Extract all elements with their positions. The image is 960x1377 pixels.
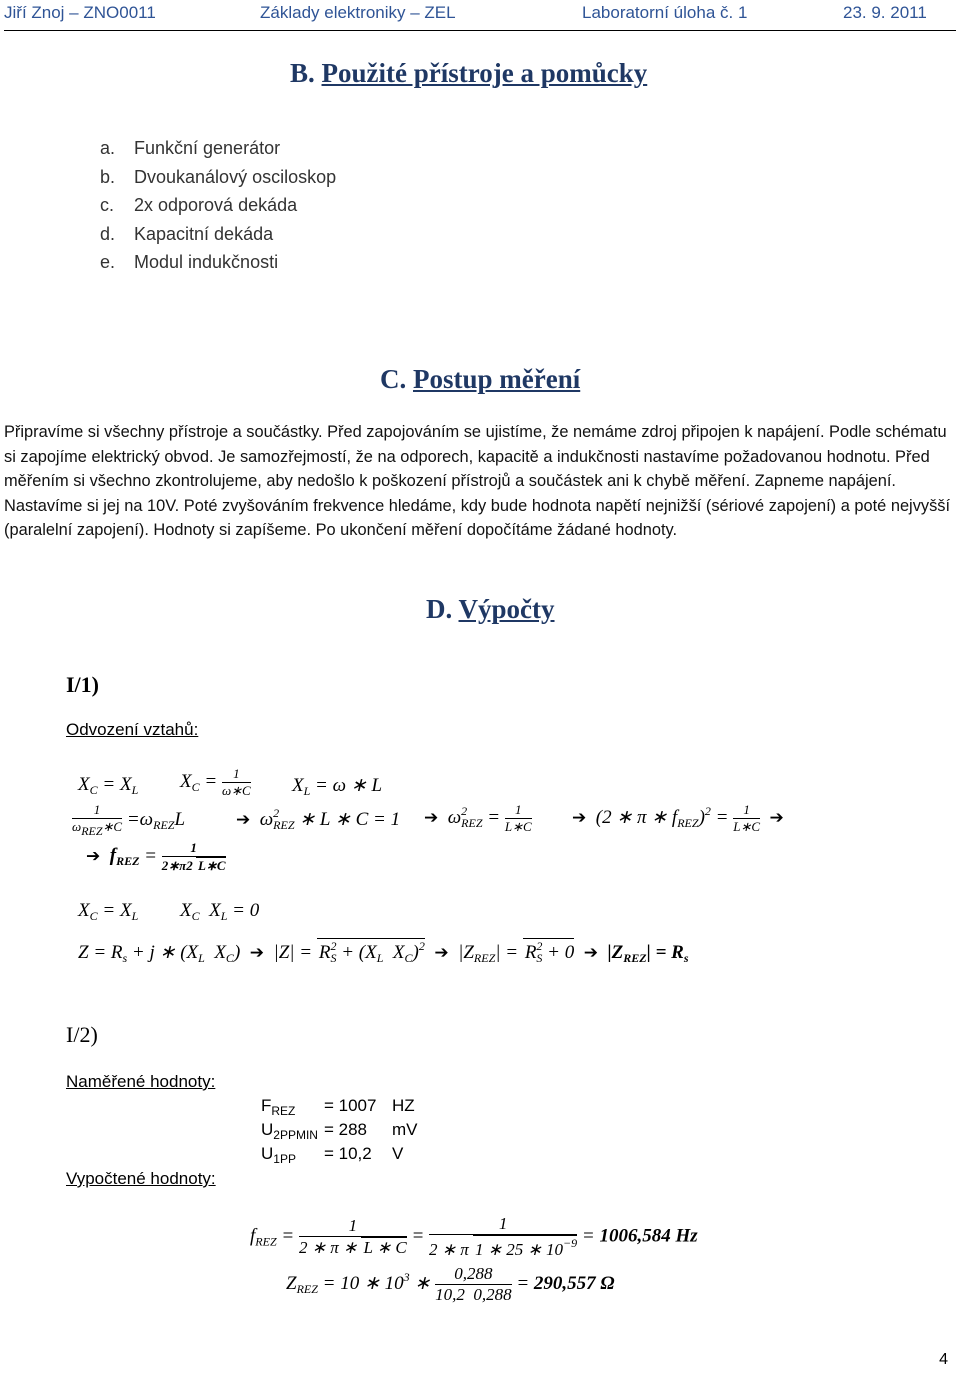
header-task: Laboratorní úloha č. 1 xyxy=(582,3,748,22)
formula-frez-result: $f_{REZ}$ = $\frac{1}{2 ∗ \pi ∗ L ∗ C}$ = $\frac{1}{2 ∗ \pi 1 ∗ 25 ∗ 10^{-9}}$ = 1006,584 Hz xyxy=(250,1214,698,1259)
measured-row: $F_{REZ}$ xyxy=(261,1096,296,1118)
list-item-text: Dvoukanálový osciloskop xyxy=(134,166,337,187)
list-item-text: Funkční generátor xyxy=(134,138,281,158)
procedure-paragraph: Připravíme si všechny přístroje a součástky. Před zapojováním se ujistíme, že nemáme zdroj připojen k napájení. Podle schématu si zapojíme elektrický obvod. Je samozřejmostí, že na odporech, kapacitě a indukčnosti nastavíme požadovanou hodnotu. Před měřením si všechno zkontrolujeme, aby nedošlo k poškození přístrojů a součástek ani k chybě měření. Zapneme napájení. Nastavíme si jej na 10V. Poté zvyšováním frekvence hledáme, kdy bude hodnota napětí nejnižší (sériové zapojení) a poté nejvyšší (paralelní zapojení). Hodnoty si zapíšeme. Po ukončení měření dopočítáme žádané hodnoty. xyxy=(4,423,951,539)
page-number: 4 xyxy=(939,1351,948,1368)
measured-row: $U_{1PP}$ xyxy=(261,1144,296,1166)
formula-omega-lc: ➔ $\omega^2_{REZ}$ ∗ L ∗ C = 1 xyxy=(236,806,401,832)
formula-xl: $X_L = \omega$ ∗ L xyxy=(292,775,383,798)
list-item xyxy=(100,163,336,192)
formula-xc: $X_C$ = $\frac{1}{\omega∗C}$ xyxy=(180,766,251,798)
section-d-title: Výpočty xyxy=(458,594,555,624)
list-item xyxy=(100,248,336,277)
header-subject: Základy elektroniky – ZEL xyxy=(260,3,456,22)
formula-impedance: $Z = R_s + j$ ∗ ($X_L$ $X_C$) ➔ $|Z| = R^2_S + (X_L$ $X_C)^2$ ➔ $|Z_{REZ}| = R^2_S + 0$ ➔ $|Z_{REZ}| = R_s$ xyxy=(78,939,689,965)
header-date: 23. 9. 2011 xyxy=(843,3,927,22)
list-item xyxy=(100,134,336,163)
header-author: Jiří Znoj – ZNO0011 xyxy=(4,3,156,22)
formula-2pif: ➔ (2 ∗ π ∗ $f_{REZ})^2$ = $\frac{1}{L∗C}$ ➔ xyxy=(572,802,784,834)
formula-frez: ➔ $f_{REZ}$ = $\frac{1}{2∗\pi 2 L∗C}$ xyxy=(86,840,226,873)
part2-label: I/2) xyxy=(66,1022,98,1047)
formula-zrez-result: $Z_{REZ} = 10$ ∗ $10^3$ ∗ $\frac{0,288}{10,2 0,288}$ = 290,557 Ω xyxy=(286,1264,615,1304)
section-c-heading xyxy=(380,364,580,395)
measured-unit: mV xyxy=(392,1120,418,1139)
list-item-label: b. xyxy=(100,166,116,187)
list-item-label: d. xyxy=(100,223,116,244)
section-d-letter: D. xyxy=(426,594,453,624)
formula-xc-xl-2: $X_C = X_L$ xyxy=(78,900,139,923)
measured-heading: Naměřené hodnoty: xyxy=(66,1072,216,1091)
formula-diff: $X_C$ $X_L = 0$ xyxy=(180,900,260,923)
list-item-label: a. xyxy=(100,138,116,158)
list-item-label: e. xyxy=(100,252,116,272)
section-b-title: Použité přístroje a pomůcky xyxy=(321,58,648,88)
measured-value: = 10,2 xyxy=(324,1144,372,1163)
section-c-letter: C. xyxy=(380,364,407,394)
section-b-heading xyxy=(290,58,647,89)
measured-unit: HZ xyxy=(392,1096,415,1115)
measured-value: = 288 xyxy=(324,1120,368,1139)
formula-omega-sq: ➔ $\omega^2_{REZ}$ = $\frac{1}{L∗C}$ xyxy=(424,802,532,834)
header-rule xyxy=(4,30,956,31)
section-c-title: Postup měření xyxy=(413,364,581,394)
list-item xyxy=(100,191,336,220)
measured-value: = 1007 xyxy=(324,1096,377,1115)
formula-omega-eq: $\frac{1}{\text{ωREZ∗C}}$ $=\omega_{REZ}L$ xyxy=(72,802,186,838)
section-d-heading xyxy=(426,594,555,625)
list-item xyxy=(100,220,336,249)
list-item-text: 2x odporová dekáda xyxy=(134,195,298,215)
formula-xc-eq-xl: $X_C = X_L$ xyxy=(78,774,139,797)
measured-unit: V xyxy=(392,1144,404,1163)
derivation-heading: Odvození vztahů: xyxy=(66,720,199,739)
list-item-text: Modul indukčnosti xyxy=(134,252,279,272)
list-item-label: c. xyxy=(100,195,115,215)
measured-row: $U_{2PPMIN}$ xyxy=(261,1120,318,1142)
section-b-letter: B. xyxy=(290,58,315,88)
computed-heading: Vypočtené hodnoty: xyxy=(66,1169,216,1188)
instrument-list xyxy=(100,134,336,277)
list-item-text: Kapacitní dekáda xyxy=(134,223,274,244)
part1-label: I/1) xyxy=(66,672,99,697)
